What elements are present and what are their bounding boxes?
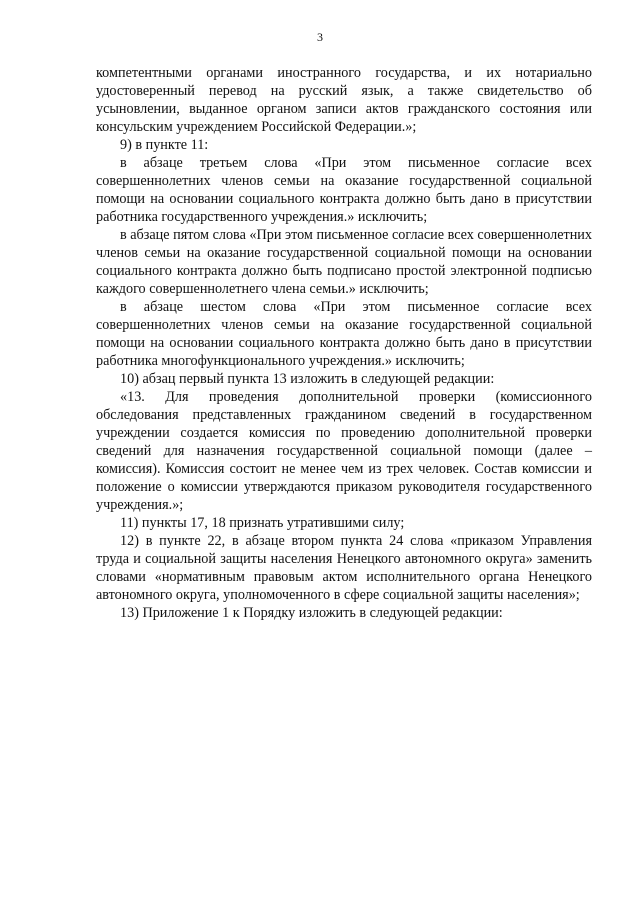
paragraph-item-9-fifth-subparagraph: в абзаце пятом слова «При этом письменное согласие всех совершеннолетних членов семьи на оказание государственной социальной помощи на основании социального контракта должно быть подписано простой электронной подписью каждого совершеннолетнего члена семьи.» исключить;	[96, 227, 592, 297]
document-body	[96, 64, 592, 622]
paragraph-item-11: 11) пункты 17, 18 признать утратившими силу;	[120, 515, 405, 531]
paragraph-item-12: 12) в пункте 22, в абзаце втором пункта 24 слова «приказом Управления труда и социальной защиты населения Ненецкого автономного округа» заменить словами «нормативным правовым актом исполнительного органа Ненецкого автономного округа, уполномоченного в сфере социальной защиты населения»;	[96, 533, 592, 603]
paragraph-item-9-sixth-subparagraph: в абзаце шестом слова «При этом письменное согласие всех совершеннолетних членов семьи на оказание государственной социальной помощи на основании социального контракта должно быть дано в присутствии работника многофункционального учреждения.» исключить;	[96, 299, 592, 369]
paragraph-item-13: 13) Приложение 1 к Порядку изложить в следующей редакции:	[120, 605, 503, 621]
paragraph-item-9: 9) в пункте 11:	[120, 137, 209, 153]
paragraph-item-9-third-subparagraph: в абзаце третьем слова «При этом письменное согласие всех совершеннолетних членов семьи на оказание государственной социальной помощи на основании социального контракта должно быть дано в присутствии работника государственного учреждения.» исключить;	[96, 155, 592, 225]
paragraph-continuation: компетентными органами иностранного государства, и их нотариально удостоверенный перевод на русский язык, а также свидетельство об усыновлении, выданное органом записи актов гражданского состояния или консульским учреждением Российской Федерации.»;	[96, 65, 592, 135]
paragraph-item-10: 10) абзац первый пункта 13 изложить в следующей редакции:	[120, 371, 495, 387]
paragraph-item-10-new-text: «13. Для проведения дополнительной проверки (комиссионного обследования представленных гражданином сведений в государственном учреждении создается комиссия по проведению дополнительной проверки сведений для назначения государственной социальной помощи (далее – комиссия). Комиссия состоит не менее чем из трех человек. Состав комиссии и положение о комиссии утверждаются приказом руководителя государственного учреждения.»;	[96, 389, 592, 513]
page-number: 3	[317, 30, 323, 44]
